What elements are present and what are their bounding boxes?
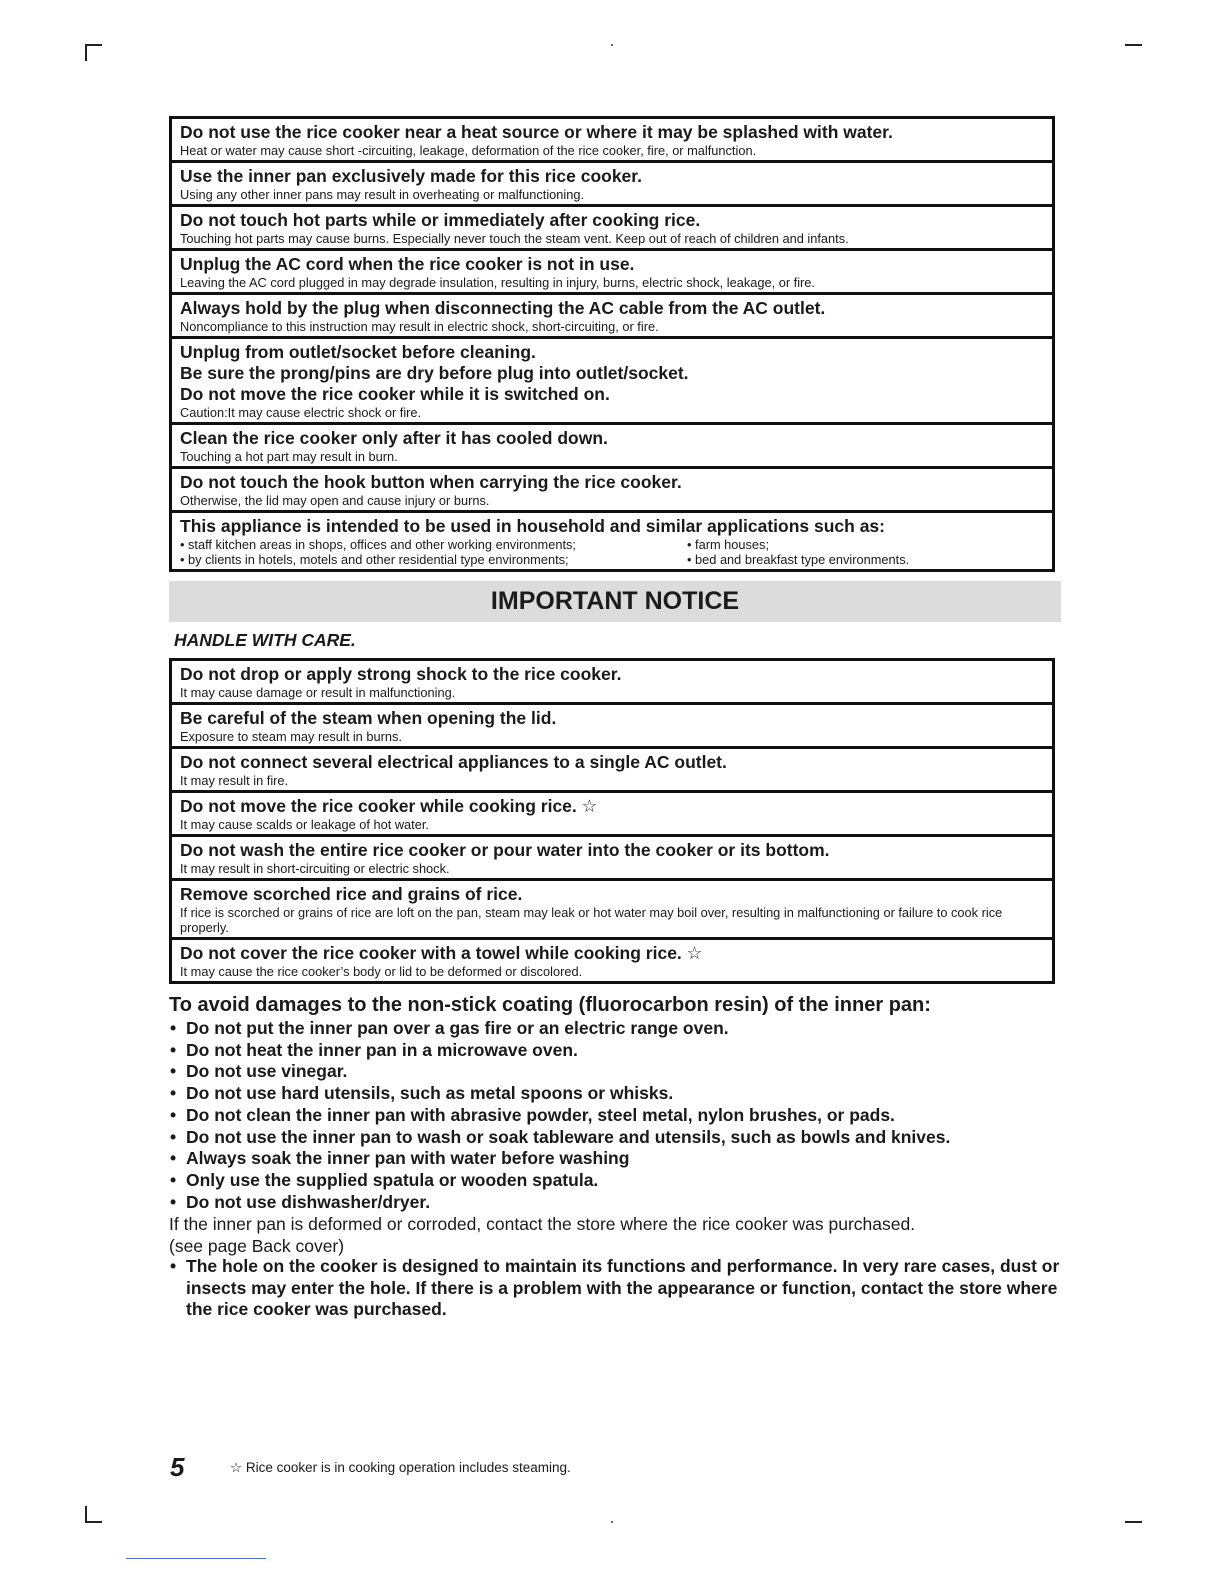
household-row bbox=[172, 513, 1052, 569]
registration-dot-bottom bbox=[611, 1521, 613, 1523]
registration-dot-top bbox=[611, 44, 613, 46]
warning-heading: Always hold by the plug when disconnecting the AC cable from the AC outlet. bbox=[180, 298, 826, 318]
coating-item: • Do not use the inner pan to wash or soak tableware and utensils, such as bowls and knives. bbox=[169, 1127, 1069, 1149]
coating-item: • Do not heat the inner pan in a microwave oven. bbox=[169, 1040, 1069, 1062]
hole-note-section bbox=[169, 1256, 1065, 1321]
warning-heading: Remove scorched rice and grains of rice. bbox=[180, 884, 523, 904]
warning-row bbox=[172, 119, 1052, 163]
handle-with-care-title: HANDLE WITH CARE. bbox=[174, 630, 356, 650]
household-columns bbox=[180, 537, 1043, 567]
coating-item: • Always soak the inner pan with water before washing bbox=[169, 1148, 1069, 1170]
warning-heading: Do not move the rice cooker while it is switched on. bbox=[180, 384, 610, 404]
warning-row bbox=[172, 425, 1052, 469]
footer-rule bbox=[126, 1558, 266, 1559]
footnote: ☆ Rice cooker is in cooking operation includes steaming. bbox=[230, 1460, 571, 1475]
warning-detail: It may cause damage or result in malfunctioning. bbox=[180, 685, 456, 700]
warning-heading: Do not touch hot parts while or immediately after cooking rice. bbox=[180, 210, 701, 230]
warning-detail: Exposure to steam may result in burns. bbox=[180, 729, 402, 744]
warning-detail: Heat or water may cause short -circuiting, leakage, deformation of the rice cooker, fire, or malfunction. bbox=[180, 143, 757, 158]
warning-row bbox=[172, 207, 1052, 251]
warning-detail: Touching hot parts may cause burns. Especially never touch the steam vent. Keep out of reach of children and infants. bbox=[180, 231, 849, 246]
warning-detail: It may cause scalds or leakage of hot water. bbox=[180, 817, 429, 832]
warning-heading: Be careful of the steam when opening the lid. bbox=[180, 708, 557, 728]
warning-row bbox=[172, 251, 1052, 295]
coating-item: • Do not clean the inner pan with abrasive powder, steel metal, nylon brushes, or pads. bbox=[169, 1105, 1069, 1127]
warnings-box-care bbox=[169, 658, 1055, 984]
warning-heading: Do not connect several electrical appliances to a single AC outlet. bbox=[180, 752, 727, 772]
coating-item: • Do not use dishwasher/dryer. bbox=[169, 1192, 1069, 1214]
warning-row bbox=[172, 749, 1052, 793]
household-item: • by clients in hotels, motels and other residential type environments; bbox=[180, 552, 569, 567]
coating-item: • Do not use vinegar. bbox=[169, 1061, 1069, 1083]
warning-detail: Otherwise, the lid may open and cause injury or burns. bbox=[180, 493, 490, 508]
household-item: • staff kitchen areas in shops, offices and other working environments; bbox=[180, 537, 576, 552]
hole-note: • The hole on the cooker is designed to maintain its functions and performance. In very rare cases, dust or insects may enter the hole. If there is a problem with the appearance or function, contact the store where the rice cooker was purchased. bbox=[169, 1256, 1065, 1321]
warning-detail: Noncompliance to this instruction may result in electric shock, short-circuiting, or fire. bbox=[180, 319, 659, 334]
coating-note-ref: (see page Back cover) bbox=[169, 1236, 345, 1257]
coating-title: To avoid damages to the non-stick coating (fluorocarbon resin) of the inner pan: bbox=[169, 994, 931, 1016]
warning-heading: Unplug the AC cord when the rice cooker is not in use. bbox=[180, 254, 635, 274]
warning-detail: It may cause the rice cooker’s body or lid to be deformed or discolored. bbox=[180, 964, 583, 979]
coating-section bbox=[169, 993, 1069, 1257]
warning-heading: Do not move the rice cooker while cooking rice. ☆ bbox=[180, 796, 598, 816]
warning-detail: Using any other inner pans may result in overheating or malfunctioning. bbox=[180, 187, 585, 202]
warning-heading: Be sure the prong/pins are dry before plug into outlet/socket. bbox=[180, 363, 689, 383]
important-notice-title: IMPORTANT NOTICE bbox=[169, 581, 1061, 622]
crop-mark-top-right bbox=[1125, 44, 1142, 46]
coating-item: • Do not use hard utensils, such as metal spoons or whisks. bbox=[169, 1083, 1069, 1105]
warning-heading: Do not use the rice cooker near a heat source or where it may be splashed with water. bbox=[180, 122, 893, 142]
warning-heading: Do not wash the entire rice cooker or pour water into the cooker or its bottom. bbox=[180, 840, 830, 860]
crop-mark-bottom-left-h bbox=[85, 1521, 102, 1523]
warning-row bbox=[172, 881, 1052, 940]
warning-heading: Do not touch the hook button when carrying the rice cooker. bbox=[180, 472, 682, 492]
crop-mark-top-left-v bbox=[85, 44, 87, 61]
warning-detail: It may result in fire. bbox=[180, 773, 289, 788]
household-heading: This appliance is intended to be used in household and similar applications such as: bbox=[180, 516, 885, 536]
warnings-box-top bbox=[169, 116, 1055, 572]
warning-row bbox=[172, 837, 1052, 881]
warning-heading: Do not drop or apply strong shock to the rice cooker. bbox=[180, 664, 622, 684]
warning-row bbox=[172, 793, 1052, 837]
warning-heading: Clean the rice cooker only after it has cooled down. bbox=[180, 428, 608, 448]
coating-item: • Do not put the inner pan over a gas fire or an electric range oven. bbox=[169, 1018, 1069, 1040]
warning-row bbox=[172, 940, 1052, 981]
warning-heading: Use the inner pan exclusively made for this rice cooker. bbox=[180, 166, 642, 186]
crop-mark-bottom-right bbox=[1125, 1521, 1142, 1523]
warning-detail: Leaving the AC cord plugged in may degrade insulation, resulting in injury, burns, electric shock, leakage, or fire. bbox=[180, 275, 815, 290]
warning-row bbox=[172, 295, 1052, 339]
crop-mark-top-left-h bbox=[85, 44, 102, 46]
household-col-2 bbox=[687, 537, 1043, 567]
warning-heading: Do not cover the rice cooker with a towel while cooking rice. ☆ bbox=[180, 943, 703, 963]
coating-list bbox=[169, 1018, 1069, 1213]
warning-detail: Touching a hot part may result in burn. bbox=[180, 449, 398, 464]
warning-row bbox=[172, 163, 1052, 207]
page-number: 5 bbox=[170, 1452, 185, 1482]
household-item: • farm houses; bbox=[687, 537, 770, 552]
warning-detail: It may result in short-circuiting or electric shock. bbox=[180, 861, 450, 876]
coating-note: If the inner pan is deformed or corroded, contact the store where the rice cooker was purchased. bbox=[169, 1214, 916, 1235]
household-item: • bed and breakfast type environments. bbox=[687, 552, 910, 567]
warning-detail: If rice is scorched or grains of rice are loft on the pan, steam may leak or hot water may boil over, resulting in malfunctioning or failure to cook rice properly. bbox=[180, 905, 1003, 935]
warning-row bbox=[172, 705, 1052, 749]
warning-heading: Unplug from outlet/socket before cleaning. bbox=[180, 342, 536, 362]
coating-item: • Only use the supplied spatula or wooden spatula. bbox=[169, 1170, 1069, 1192]
household-col-1 bbox=[180, 537, 687, 567]
warning-detail: Caution:It may cause electric shock or fire. bbox=[180, 405, 422, 420]
warning-row bbox=[172, 339, 1052, 425]
warning-row bbox=[172, 661, 1052, 705]
warning-row bbox=[172, 469, 1052, 513]
